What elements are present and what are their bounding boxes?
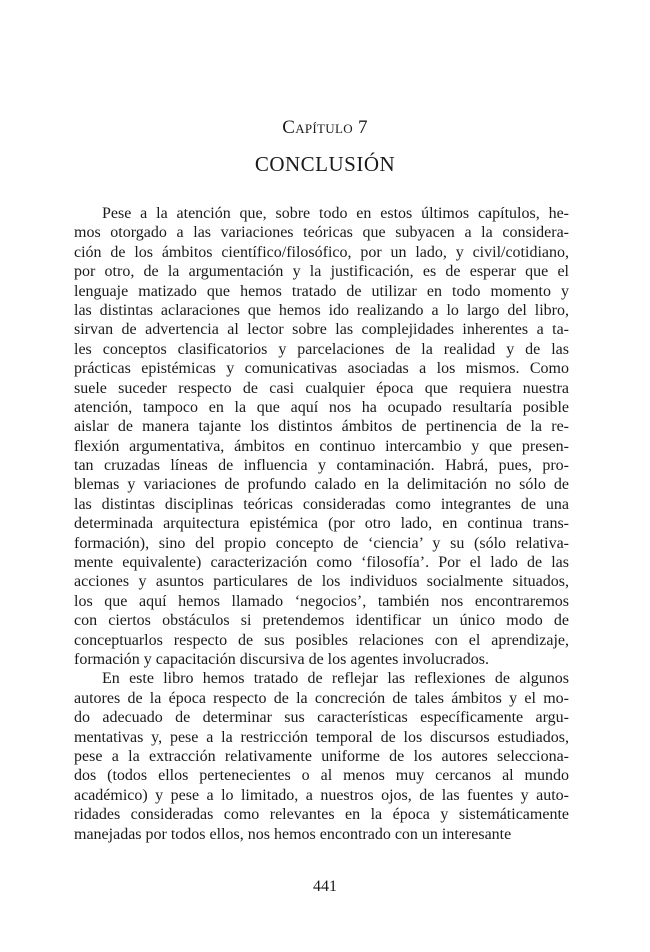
text-line: por otro, de la argumentación y la justificación, es de esperar que el: [74, 263, 569, 281]
text-line: pese a la extracción relativamente uniforme de los autores selecciona-: [74, 747, 569, 765]
chapter-label: Capítulo 7: [282, 117, 368, 138]
text-line: suele suceder respecto de casi cualquier época que requiera nuestra: [74, 379, 569, 397]
text-line: ción de los ámbitos científico/filosófico, por un lado, y civil/cotidiano,: [74, 243, 569, 261]
text-line: atención, tampoco en la que aquí nos ha ocupado resultaría posible: [74, 398, 569, 416]
text-line: mos otorgado a las variaciones teóricas que subyacen a la considera-: [74, 224, 569, 242]
text-line: En este libro hemos tratado de reflejar las reflexiones de algunos: [102, 670, 569, 688]
paragraph-2: [74, 669, 569, 844]
text-line: conceptuarlos respecto de sus posibles relaciones con el aprendizaje,: [74, 631, 569, 649]
text-line: mentativas y, pese a la restricción temporal de los discursos estudiados,: [74, 728, 569, 746]
text-line: aislar de manera tajante los distintos ámbitos de pertinencia de la re-: [74, 418, 569, 436]
text-line: flexión argumentativa, ámbitos en continuo intercambio y que presen-: [74, 437, 569, 455]
text-line: les conceptos clasificatorios y parcelaciones de la realidad y de las: [74, 340, 569, 358]
text-line: dos (todos ellos pertenecientes o al menos muy cercanos al mundo: [74, 767, 569, 785]
chapter-title: CONCLUSIÓN: [254, 152, 396, 176]
paragraph-1: [74, 204, 569, 669]
text-line: formación), sino del propio concepto de ‘ciencia’ y su (sólo relativa-: [74, 534, 569, 552]
text-line: manejadas por todos ellos, nos hemos encontrado con un interesante: [74, 825, 512, 843]
text-line: los que aquí hemos llamado ‘negocios’, también nos encontraremos: [74, 592, 569, 610]
text-line: do adecuado de determinar sus características específicamente argu-: [74, 709, 569, 727]
text-line: académico) y pese a lo limitado, a nuestros ojos, de las fuentes y auto-: [74, 786, 569, 804]
text-line: ridades consideradas como relevantes en la época y sistemáticamente: [74, 806, 569, 824]
text-line: prácticas epistémicas y comunicativas asociadas a los mismos. Como: [74, 360, 569, 378]
text-line: mente equivalente) caracterización como ‘filosofía’. Por el lado de las: [74, 554, 569, 572]
text-line: tan cruzadas líneas de influencia y contaminación. Habrá, pues, pro-: [74, 457, 569, 475]
text-line: blemas y variaciones de profundo calado en la delimitación no sólo de: [74, 476, 569, 494]
text-line: formación y capacitación discursiva de los agentes involucrados.: [74, 650, 489, 668]
text-line: autores de la época respecto de la concreción de tales ámbitos y el mo-: [74, 689, 569, 707]
text-line: lenguaje matizado que hemos tratado de utilizar en todo momento y: [74, 282, 569, 300]
text-line: Pese a la atención que, sobre todo en estos últimos capítulos, he-: [102, 205, 569, 222]
text-line: las distintas aclaraciones que hemos ido realizando a lo largo del libro,: [74, 301, 569, 319]
text-line: determinada arquitectura epistémica (por otro lado, en continua trans-: [74, 515, 569, 533]
page-number: 441: [313, 878, 337, 895]
text-line: sirvan de advertencia al lector sobre las complejidades inherentes a ta-: [74, 321, 569, 339]
text-line: con ciertos obstáculos si pretendemos identificar un único modo de: [74, 612, 569, 630]
text-line: las distintas disciplinas teóricas consideradas como integrantes de una: [74, 495, 569, 513]
body-text: [74, 204, 569, 844]
text-line: acciones y asuntos particulares de los individuos socialmente situados,: [74, 573, 569, 591]
